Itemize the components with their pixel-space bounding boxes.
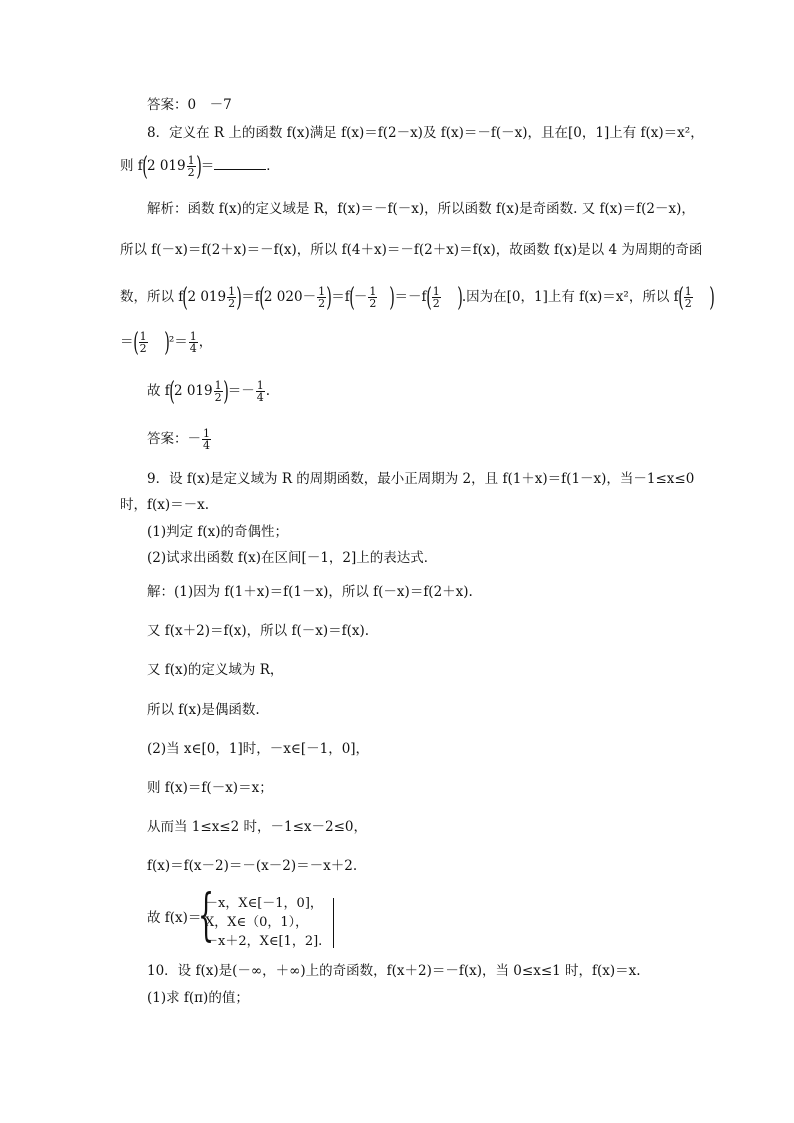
paren: ) [222,376,229,407]
text: 9．设 f(x)是定义域为 R 的周期函数，最小正周期为 2，且 f(1＋x)＝f(1－x)，当－1≤x≤0 [147,471,695,487]
fraction: $\frac{1}{2}$ [187,154,195,179]
text: ． [266,158,280,174]
solution-8-line-5 [147,376,271,407]
solution-9-line-8: f(x)＝f(x－2)＝－(x－2)＝－x＋2. [147,858,358,874]
problem-9-line-2: 时，f(x)＝－x. [120,497,210,513]
text: ＝f [331,289,350,305]
piece-row-3: －x＋2，X∈[1，2]. [205,934,323,949]
text: 10．设 f(x)是(－∞，＋∞)上的奇函数，f(x＋2)＝－f(x)，当 0≤x≤1 时，f(x)＝x. [147,963,641,979]
paren: ( [142,151,148,182]
text: 2 019 [146,158,186,174]
paren: ( [425,282,432,313]
problem-10-part-1: (1)求 f(π)的值； [147,990,249,1006]
fraction: $\frac{1}{2}$ [318,285,326,310]
paren: ) [709,282,715,313]
fraction: $\frac{1}{4}$ [203,427,210,452]
problem-10-line-1 [120,962,641,980]
text: f(x)满足 f(x)＝f(2－x)及 f(x)＝－f(－x)，且在[0，1]上有 f(x)＝x²， [286,125,704,141]
piece-row-1: －x，X∈[－1，0]， [205,896,323,911]
text: 数，所以 f [120,289,184,305]
solution-9-line-2: 又 f(x＋2)＝f(x)，所以 f(－x)＝f(x). [147,623,370,639]
left-brace: { [198,883,215,948]
problem-9-line-1 [120,470,694,488]
text: .因为在[0，1]上有 f(x)＝x²，所以 f [461,289,679,305]
paren: ( [349,282,355,313]
text: ＝ [200,158,215,174]
paren: ( [182,282,189,313]
text: ， [198,334,213,350]
text: 2 019 [173,383,213,399]
solution-8-line-2: 所以 f(－x)＝f(2＋x)＝－f(x)，所以 f(4＋x)＝－f(2＋x)＝f(x)，故函数 f(x)是以 4 为周期的奇函 [120,242,703,258]
text: 答案：－ [147,431,201,447]
text: . [265,383,271,399]
text: ＝f [241,289,260,305]
paren: ) [236,282,242,313]
piece-row-2: X，X∈（0，1）， [205,915,309,930]
text: 8．定义在 R 上的函数 [147,125,287,141]
fraction: $\frac{1}{2}$ [432,285,440,310]
paren: ) [389,282,396,313]
text: － [353,289,368,305]
right-bar [330,898,334,948]
solution-9-line-6: 则 f(x)＝f(－x)＝x； [147,780,273,796]
solution-9-line-7: 从而当 1≤x≤2 时，－1≤x－2≤0， [147,819,368,835]
solution-8-line-1: 解析：函数 f(x)的定义域是 R，f(x)＝－f(－x)，所以函数 f(x)是奇函数. 又 f(x)＝f(2－x)， [147,201,695,217]
answer-blank [214,157,266,170]
fraction: $\frac{1}{2}$ [684,285,692,310]
problem-9-part-1: (1)判定 f(x)的奇偶性； [147,524,289,540]
solution-9-line-3: 又 f(x)的定义域为 R， [147,662,284,678]
paren: ( [169,376,175,407]
text: ²＝ [168,334,188,350]
text: 2 019 [187,289,227,305]
paren: ) [326,282,332,313]
paren: ( [677,282,684,313]
problem-8-line-2 [120,151,280,182]
text: ＝－f [394,289,427,305]
text: ＝ [120,334,134,350]
fraction: $\frac{1}{2}$ [214,379,222,404]
answer-8 [147,428,212,451]
solution-9-line-5: (2)当 x∈[0，1]时，－x∈[－1，0]， [147,741,370,757]
fraction: $\frac{1}{2}$ [139,330,147,355]
paren: ) [163,327,170,358]
solution-8-line-4 [120,327,213,358]
problem-9-part-2: (2)试求出函数 f(x)在区间[－1，2]上的表达式． [147,550,438,566]
paren: ) [456,282,463,313]
text: 则 f [120,158,143,174]
text: 故 f [147,383,170,399]
solution-9-line-4: 所以 f(x)是偶函数. [147,702,260,718]
paren: ( [132,327,139,358]
solution-8-line-3 [120,282,715,313]
paren: ( [259,282,265,313]
fraction: $\frac{1}{2}$ [369,285,377,310]
piecewise-label: 故 f(x)＝ [147,910,202,926]
text: 2 020－ [263,289,317,305]
text: ＝－ [227,383,255,399]
fraction: $\frac{1}{4}$ [189,330,197,355]
fraction: $\frac{1}{4}$ [256,379,264,404]
fraction: $\frac{1}{2}$ [228,285,236,310]
paren: ) [195,151,202,182]
solution-9-line-1: 解：(1)因为 f(1＋x)＝f(1－x)，所以 f(－x)＝f(2＋x). [147,584,473,600]
answer-7: 答案：0 －7 [147,97,232,113]
problem-8-line-1 [120,124,704,142]
